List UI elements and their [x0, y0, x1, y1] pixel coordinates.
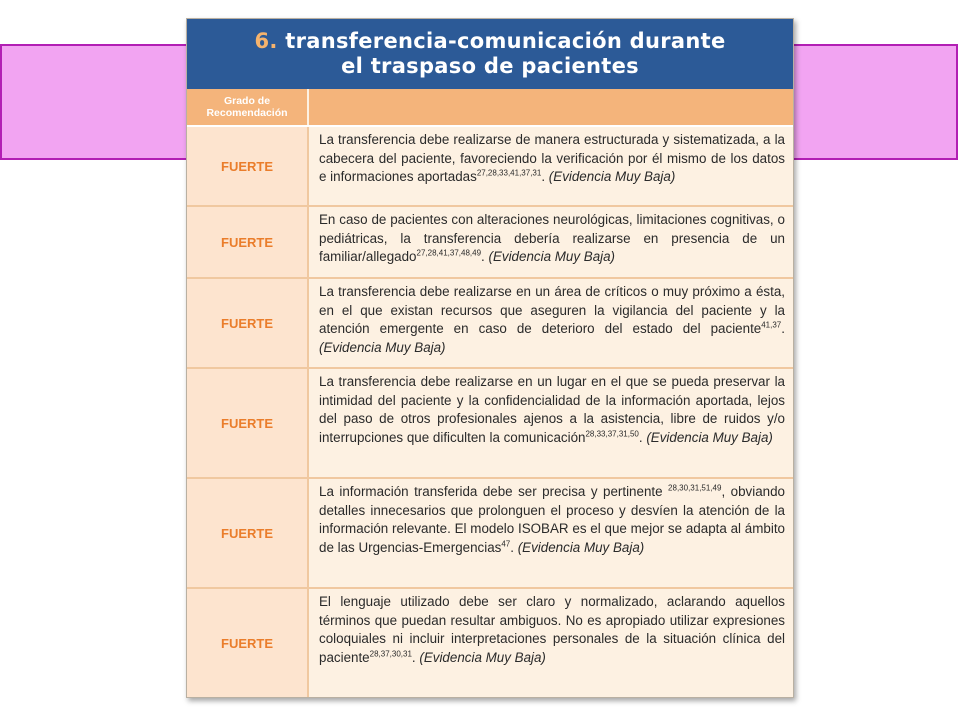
grade-header-line-1: Grado de [223, 95, 271, 107]
table-header [187, 89, 793, 127]
grade-cell: FUERTE [187, 369, 309, 477]
text-column-header [309, 89, 793, 125]
title-line-1: transferencia-comunicación durante [285, 29, 726, 53]
recommendation-cell: La transferencia debe realizarse de manera estructurada y sistematizada, a la cabecera del paciente, favoreciendo la verificación por él mismo de los datos e informaciones aportadas$^{27,28,33,41,37,31}$. (Evidencia Muy Baja) [319, 132, 785, 184]
recommendation-cell: La información transferida debe ser precisa y pertinente $^{28,30,31,51,49}$, obviando detalles innecesarios que prolonguen el proceso y desvíen la atención de la información relevante. El modelo ISOBAR es el que mejor se adapta al ámbito de las Urgencias-Emergencias$^{47}$. (Evidencia Muy Baja) [319, 483, 785, 555]
grade-cell: FUERTE [187, 479, 309, 587]
table-row [187, 479, 793, 589]
recommendation-table-image [186, 18, 794, 698]
section-title [187, 19, 793, 89]
grade-cell: FUERTE [187, 207, 309, 277]
section-number: 6. [254, 29, 278, 53]
recommendation-cell: La transferencia debe realizarse en un lugar en el que se pueda preservar la intimidad del paciente y la confidencialidad de la información aportada, lejos del paso de otros profesionales ajenos a la asistencia, libre de ruidos y/o interrupciones que dificulten la comunicación$^{28,33,37,31,50}$. (Evidencia Muy Baja) [319, 374, 785, 445]
table-row [187, 279, 793, 369]
recommendation-cell: En caso de pacientes con alteraciones neurológicas, limitaciones cognitivas, o pediátricas, la transferencia debería realizarse en presencia de un familiar/allegado$^{27,28,41,37,48,49}$. (Evidencia Muy Baja) [319, 212, 785, 264]
table-row [187, 207, 793, 279]
grade-header-line-2: Recomendación [206, 107, 288, 119]
table-row [187, 589, 793, 697]
grade-cell: FUERTE [187, 589, 309, 697]
grade-column-header [187, 89, 309, 125]
grade-cell: FUERTE [187, 279, 309, 367]
table-row [187, 369, 793, 479]
grade-cell: FUERTE [187, 127, 309, 205]
recommendation-cell: El lenguaje utilizado debe ser claro y normalizado, aclarando aquellos términos que puedan resultar ambiguos. No es apropiado utilizar expresiones coloquiales ni incluir interpretaciones personales de la situación clínica del paciente$^{28,37,30,31}$. (Evidencia Muy Baja) [319, 594, 785, 665]
table-row [187, 127, 793, 207]
recommendation-cell: La transferencia debe realizarse en un área de críticos o muy próximo a ésta, en el que existan recursos que aseguren la vigilancia del paciente y la atención emergente en caso de deterioro del estado del paciente$^{41,37}$. (Evidencia Muy Baja) [319, 284, 785, 355]
title-line-2: el traspaso de pacientes [341, 54, 639, 78]
